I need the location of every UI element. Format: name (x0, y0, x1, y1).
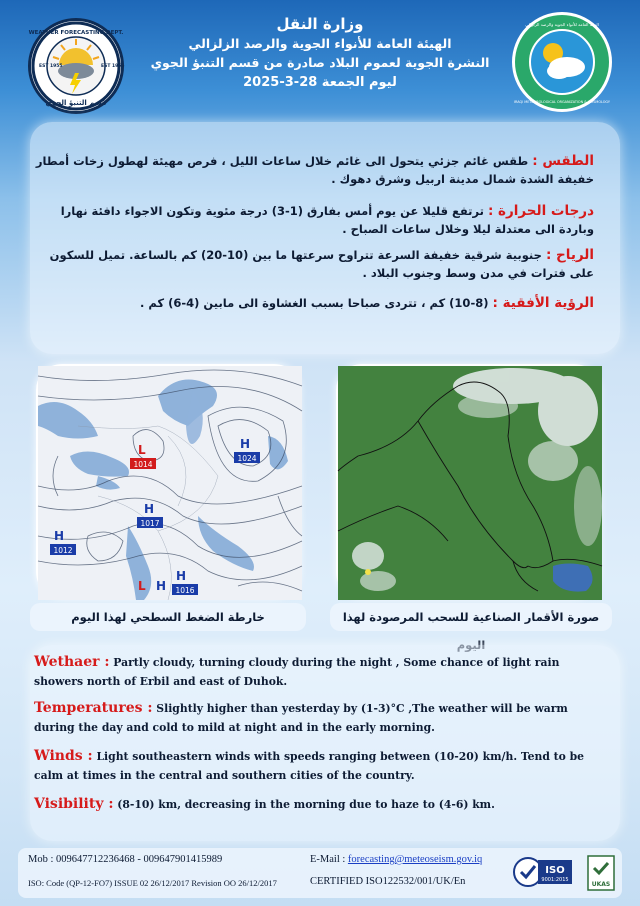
authority-title: الهيئة العامة للأنواء الجوية والرصد الزلزالي (188, 36, 452, 51)
ministry-title: وزارة النقل (276, 15, 364, 33)
en-temperature-label: Temperatures : (34, 700, 153, 716)
iso-badge-subtext: 9001:2015 (541, 877, 569, 883)
weather-forecasting-dept-logo (28, 18, 124, 114)
ar-temperature-text: ترتفع قليلا عن يوم أمس بفارق (1-3) درجة مئوية وتكون الاجواء دافئة نهارا وباردة الى معتدلة ليلا وخلال ساعات الصباح . (60, 204, 594, 236)
ar-winds-text: جنوبية شرقية خفيفة السرعة تتراوح سرعتها ما بين (10-20) كم بالساعة. تميل للسكون على فترات في مدن وسط وجنوب البلاد . (49, 248, 594, 280)
satellite-image-caption: صورة الأقمار الصناعية للسحب المرصودة لهذا (330, 603, 612, 631)
logo-est-right: EST 1955 (101, 64, 125, 69)
logo-bottom-text: قسم التنبؤ الجوي (45, 99, 107, 107)
ukas-accreditation-badge (586, 854, 616, 892)
en-winds-text: Light southeastern winds with speeds ranging between (10-20) km/h. Tend to be calm at times in the central and southern cities of the country. (34, 750, 585, 782)
en-weather-section (34, 653, 612, 691)
mobile-numbers: 009647712236468 - 009647901415989 (56, 854, 223, 865)
logo-top-text: WEATHER FORECASTING DEPT. (28, 30, 124, 36)
en-visibility-label: Visibility : (34, 796, 114, 812)
en-weather-label: Wethaer : (34, 654, 110, 670)
mobile-label: Mob : (28, 854, 57, 865)
ar-visibility-text: (8-10) كم ، تتردى صباحا بسبب الغشاوة الى مابين (4-6) كم . (140, 296, 489, 310)
high-center-letter: H (240, 437, 251, 451)
meteorological-organization-logo (512, 12, 612, 112)
en-temperature-text: Slightly higher than yesterday by (1-3)°C ,The weather will be warm during the day and cold to mild at night and in the early morning. (34, 702, 568, 734)
iso-code-line: ISO: Code (QP-12-FO7) ISSUE 02 26/12/2017 Revision OO 26/12/2017 (28, 878, 277, 888)
ar-winds-section (34, 246, 594, 282)
low-center-letter: L (138, 443, 146, 457)
arabic-forecast-panel (30, 122, 620, 354)
low-center-letter: L (138, 579, 146, 593)
surface-pressure-map (36, 364, 300, 598)
footer-bar (18, 848, 622, 898)
high-center-value: 1024 (237, 454, 257, 463)
pressure-map-caption: خارطة الضغط السطحي لهذا اليوم (30, 603, 306, 631)
en-weather-text: Partly cloudy, turning cloudy during the night , Some chance of light rain showers north of Erbil and east of Duhok. (34, 656, 560, 688)
iso-certification: CERTIFIED ISO122532/001/UK/En (310, 876, 466, 887)
en-winds-label: Winds : (34, 748, 93, 764)
bulletin-date: ليوم الجمعة 28-3-2025 (243, 75, 397, 90)
ar-temperature-label: درجات الحرارة : (487, 203, 594, 219)
email-label: E-Mail : (310, 854, 348, 865)
logo-arabic-ring: الهيئة العامة للأنواء الجوية والرصد الزلزالي (525, 22, 599, 27)
low-center-value: 1014 (133, 460, 153, 469)
logo-est-left: EST 1955 (39, 64, 63, 69)
high-center-letter: H (156, 579, 167, 593)
en-visibility-text: (8-10) km, decreasing in the morning due to haze to (4-6) km. (113, 798, 495, 811)
english-forecast-panel (30, 645, 620, 841)
en-visibility-section (34, 795, 612, 814)
satellite-cloud-image (336, 364, 600, 598)
iso-badge-text: ISO (545, 865, 565, 876)
high-center-value: 1016 (175, 586, 195, 595)
ar-weather-section (34, 152, 594, 188)
ar-visibility-section (34, 294, 594, 312)
ar-weather-label: الطقس : (532, 153, 594, 169)
email-link[interactable]: forecasting@meteoseism.gov.iq (347, 854, 483, 865)
ar-visibility-label: الرؤية الأفقية : (492, 295, 594, 311)
header-titles (150, 14, 490, 94)
high-center-value: 1012 (53, 546, 73, 555)
en-winds-section (34, 747, 612, 785)
email-contact (310, 854, 482, 865)
ar-winds-label: الرياح : (545, 247, 594, 263)
high-center-letter: H (54, 529, 65, 543)
mobile-contact (28, 854, 222, 865)
high-center-letter: H (144, 502, 155, 516)
ar-weather-text: طقس غائم جزئي يتحول الى غائم خلال ساعات الليل ، فرص مهيئة لهطول زخات أمطار خفيفة الشدة شمال مدينة اربيل وشرق دهوك . (35, 154, 594, 186)
logo-english-ring: IRAQI METEOROLOGICAL ORGANIZATION & SEISMOLOGY (514, 100, 610, 104)
bulletin-title: النشرة الجوية لعموم البلاد صادرة من قسم التنبؤ الجوي (150, 55, 490, 70)
iso-certified-badge (512, 854, 574, 890)
ukas-text: UKAS (591, 881, 611, 888)
high-center-value: 1017 (140, 519, 160, 528)
en-temperature-section (34, 699, 612, 737)
ar-temperature-section (34, 202, 594, 238)
high-center-letter: H (176, 569, 187, 583)
